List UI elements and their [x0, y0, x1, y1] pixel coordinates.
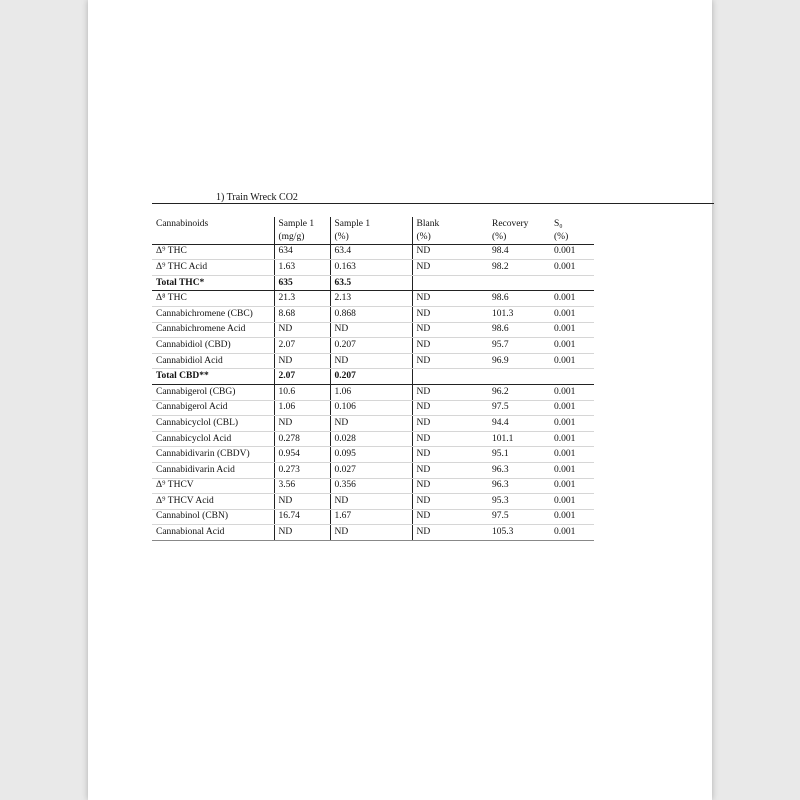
cell-recovery: 95.3	[478, 494, 544, 510]
cell-sample-mgg: ND	[274, 494, 330, 510]
cell-cannabinoid: Δ⁹ THC	[152, 244, 274, 260]
cell-recovery: 96.9	[478, 353, 544, 369]
cell-cannabinoid: Δ⁸ THC	[152, 291, 274, 307]
cell-sample-mgg: 8.68	[274, 306, 330, 322]
cell-blank: ND	[412, 478, 478, 494]
cell-recovery: 98.6	[478, 322, 544, 338]
cell-sample-mgg: 1.06	[274, 400, 330, 416]
cell-blank: ND	[412, 400, 478, 416]
cell-blank: ND	[412, 353, 478, 369]
table-row	[152, 338, 594, 354]
units-row	[152, 232, 594, 245]
header-blank: Blank	[412, 217, 478, 232]
cell-sample-pct: 0.027	[330, 462, 412, 478]
cell-s0: 0.001	[544, 322, 594, 338]
units-cannabinoids	[152, 232, 274, 245]
cell-sample-pct: ND	[330, 416, 412, 432]
cell-cannabinoid: Cannabichromene Acid	[152, 322, 274, 338]
cell-cannabinoid: Cannabional Acid	[152, 525, 274, 541]
cell-cannabinoid: Cannabinol (CBN)	[152, 509, 274, 525]
cell-s0: 0.001	[544, 400, 594, 416]
cell-sample-mgg: 10.6	[274, 384, 330, 400]
table-row	[152, 400, 594, 416]
cell-s0: 0.001	[544, 509, 594, 525]
cell-recovery: 101.3	[478, 306, 544, 322]
header-s0: S₀	[554, 218, 563, 229]
cell-s0	[544, 369, 594, 385]
cell-sample-pct: 0.207	[330, 369, 412, 385]
cell-sample-pct: 0.356	[330, 478, 412, 494]
cell-blank: ND	[412, 431, 478, 447]
cell-s0: 0.001	[544, 244, 594, 260]
cell-sample-pct: 0.106	[330, 400, 412, 416]
cell-blank: ND	[412, 306, 478, 322]
cell-sample-pct: 0.095	[330, 447, 412, 463]
cell-recovery: 95.1	[478, 447, 544, 463]
cell-sample-mgg: 634	[274, 244, 330, 260]
cell-sample-pct: 1.06	[330, 384, 412, 400]
table-row	[152, 462, 594, 478]
cell-cannabinoid: Cannabidivarin Acid	[152, 462, 274, 478]
cell-cannabinoid: Cannabicyclol Acid	[152, 431, 274, 447]
cell-cannabinoid: Cannabicyclol (CBL)	[152, 416, 274, 432]
cell-cannabinoid: Total CBD**	[152, 369, 274, 385]
cell-recovery: 105.3	[478, 525, 544, 541]
cell-sample-mgg: 635	[274, 275, 330, 291]
cell-recovery: 94.4	[478, 416, 544, 432]
cell-s0: 0.001	[544, 306, 594, 322]
cell-blank: ND	[412, 291, 478, 307]
cell-sample-mgg: ND	[274, 416, 330, 432]
table-row	[152, 509, 594, 525]
units-blank: (%)	[412, 232, 478, 245]
cell-s0: 0.001	[544, 353, 594, 369]
cell-sample-mgg: 0.273	[274, 462, 330, 478]
caption-rule	[152, 203, 714, 204]
cell-sample-pct: 1.67	[330, 509, 412, 525]
table-row	[152, 322, 594, 338]
cell-blank: ND	[412, 244, 478, 260]
cell-recovery: 96.3	[478, 462, 544, 478]
units-sample-mgg: (mg/g)	[274, 232, 330, 245]
header-sample-mgg: Sample 1	[274, 217, 330, 232]
cell-sample-pct: 2.13	[330, 291, 412, 307]
cell-recovery: 96.3	[478, 478, 544, 494]
cell-sample-mgg: 1.63	[274, 260, 330, 276]
table-row	[152, 244, 594, 260]
cell-recovery: 98.2	[478, 260, 544, 276]
cell-s0: 0.001	[544, 525, 594, 541]
cell-sample-mgg: ND	[274, 353, 330, 369]
cell-sample-pct: ND	[330, 353, 412, 369]
cell-sample-pct: ND	[330, 494, 412, 510]
cell-blank: ND	[412, 384, 478, 400]
cell-s0	[544, 275, 594, 291]
table-row	[152, 291, 594, 307]
cell-blank: ND	[412, 509, 478, 525]
cell-sample-mgg: 21.3	[274, 291, 330, 307]
cell-blank: ND	[412, 322, 478, 338]
cell-cannabinoid: Δ⁹ THC Acid	[152, 260, 274, 276]
table-row	[152, 260, 594, 276]
cell-blank: ND	[412, 462, 478, 478]
cell-blank: ND	[412, 260, 478, 276]
cell-cannabinoid: Cannabigerol Acid	[152, 400, 274, 416]
cell-s0: 0.001	[544, 416, 594, 432]
cell-recovery	[478, 275, 544, 291]
table-body	[152, 244, 594, 540]
table-row	[152, 384, 594, 400]
cell-sample-pct: 0.163	[330, 260, 412, 276]
cell-recovery: 101.1	[478, 431, 544, 447]
units-recovery: (%)	[478, 232, 544, 245]
cell-s0: 0.001	[544, 447, 594, 463]
cell-s0: 0.001	[544, 260, 594, 276]
cell-sample-pct: ND	[330, 322, 412, 338]
cell-recovery: 97.5	[478, 400, 544, 416]
cell-cannabinoid: Cannabidiol (CBD)	[152, 338, 274, 354]
cell-sample-pct: 63.5	[330, 275, 412, 291]
table-row	[152, 353, 594, 369]
header-recovery: Recovery	[492, 218, 529, 229]
cell-sample-mgg: 0.278	[274, 431, 330, 447]
header-row	[152, 217, 594, 232]
cell-sample-mgg: 3.56	[274, 478, 330, 494]
table-caption: 1) Train Wreck CO2	[216, 192, 298, 203]
cell-sample-mgg: 0.954	[274, 447, 330, 463]
table-row	[152, 525, 594, 541]
cell-cannabinoid: Δ⁹ THCV Acid	[152, 494, 274, 510]
table-row	[152, 431, 594, 447]
cell-recovery: 98.6	[478, 291, 544, 307]
header-cannabinoids: Cannabinoids	[156, 218, 209, 229]
cell-recovery: 95.7	[478, 338, 544, 354]
units-s0: (%)	[544, 232, 594, 245]
cell-sample-pct: ND	[330, 525, 412, 541]
cell-cannabinoid: Cannabidiol Acid	[152, 353, 274, 369]
cell-blank	[412, 369, 478, 385]
cell-sample-pct: 0.207	[330, 338, 412, 354]
header-sample-pct: Sample 1	[330, 217, 412, 232]
cell-s0: 0.001	[544, 462, 594, 478]
cannabinoid-results-table	[152, 217, 594, 541]
cell-sample-mgg: 2.07	[274, 338, 330, 354]
cell-recovery: 98.4	[478, 244, 544, 260]
cell-sample-mgg: 16.74	[274, 509, 330, 525]
cell-blank: ND	[412, 447, 478, 463]
table-row	[152, 306, 594, 322]
cell-blank: ND	[412, 338, 478, 354]
cell-recovery: 97.5	[478, 509, 544, 525]
cell-cannabinoid: Cannabigerol (CBG)	[152, 384, 274, 400]
cell-s0: 0.001	[544, 384, 594, 400]
total-row	[152, 369, 594, 385]
cell-recovery	[478, 369, 544, 385]
table-row	[152, 447, 594, 463]
cell-s0: 0.001	[544, 431, 594, 447]
cell-s0: 0.001	[544, 478, 594, 494]
cell-blank: ND	[412, 416, 478, 432]
cell-blank: ND	[412, 494, 478, 510]
cell-sample-mgg: ND	[274, 525, 330, 541]
cell-sample-mgg: 2.07	[274, 369, 330, 385]
cell-recovery: 96.2	[478, 384, 544, 400]
table-row	[152, 478, 594, 494]
cell-s0: 0.001	[544, 494, 594, 510]
cell-s0: 0.001	[544, 338, 594, 354]
cell-cannabinoid: Cannabidivarin (CBDV)	[152, 447, 274, 463]
cell-cannabinoid: Δ⁹ THCV	[152, 478, 274, 494]
total-row	[152, 275, 594, 291]
cell-s0: 0.001	[544, 291, 594, 307]
cell-sample-mgg: ND	[274, 322, 330, 338]
table-row	[152, 416, 594, 432]
cell-cannabinoid: Total THC*	[152, 275, 274, 291]
cell-sample-pct: 0.028	[330, 431, 412, 447]
cell-blank: ND	[412, 525, 478, 541]
table-row	[152, 494, 594, 510]
cell-cannabinoid: Cannabichromene (CBC)	[152, 306, 274, 322]
cell-blank	[412, 275, 478, 291]
cell-sample-pct: 0.868	[330, 306, 412, 322]
units-sample-pct: (%)	[330, 232, 412, 245]
cell-sample-pct: 63.4	[330, 244, 412, 260]
